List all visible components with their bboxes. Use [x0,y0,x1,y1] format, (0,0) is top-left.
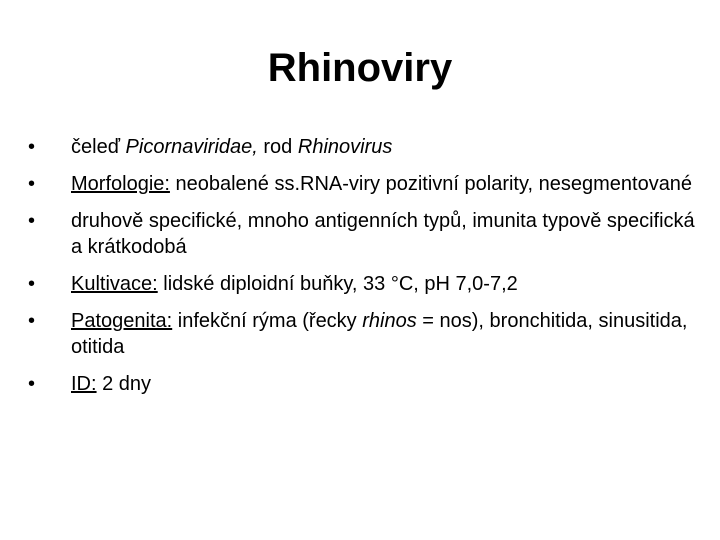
bullet-item-cultivation [28,271,708,297]
pathogenicity-term: rhinos [362,310,417,332]
incubation-heading: ID: [71,373,97,395]
bullet-dot-icon: • [28,136,36,158]
bullet-item-specificity [28,208,708,260]
genus-label: rod [257,136,298,158]
bullet-dot-icon: • [28,373,36,395]
morphology-text: neobalené ss.RNA-viry pozitivní polarity, nesegmentované [169,173,693,195]
bullet-list [28,134,708,408]
pathogenicity-text-2: = nos), bronchitida, sinusitida, otitida [71,310,688,358]
specificity-text: druhově specifické, mnoho antigenních typů, imunita typově specifická a krátkodobá [71,210,695,258]
family-name: Picornaviridae, [125,136,258,158]
family-label: čeleď [71,136,126,158]
bullet-dot-icon: • [28,210,36,232]
genus-name: Rhinovirus [297,136,393,158]
bullet-item-pathogenicity [28,308,708,360]
bullet-item-family [28,134,708,160]
pathogenicity-text-1: infekční rýma (řecky [172,310,363,332]
cultivation-text: lidské diploidní buňky, 33 °C, pH 7,0-7,2 [157,273,518,295]
morphology-heading: Morfologie: [71,173,170,195]
bullet-item-incubation [28,371,708,397]
cultivation-heading: Kultivace: [71,273,158,295]
bullet-dot-icon: • [28,273,36,295]
slide-title: Rhinoviry [267,46,453,90]
pathogenicity-heading: Patogenita: [71,310,173,332]
incubation-text: 2 dny [96,373,152,395]
bullet-dot-icon: • [28,310,36,332]
bullet-item-morphology [28,171,708,197]
bullet-dot-icon: • [28,173,36,195]
